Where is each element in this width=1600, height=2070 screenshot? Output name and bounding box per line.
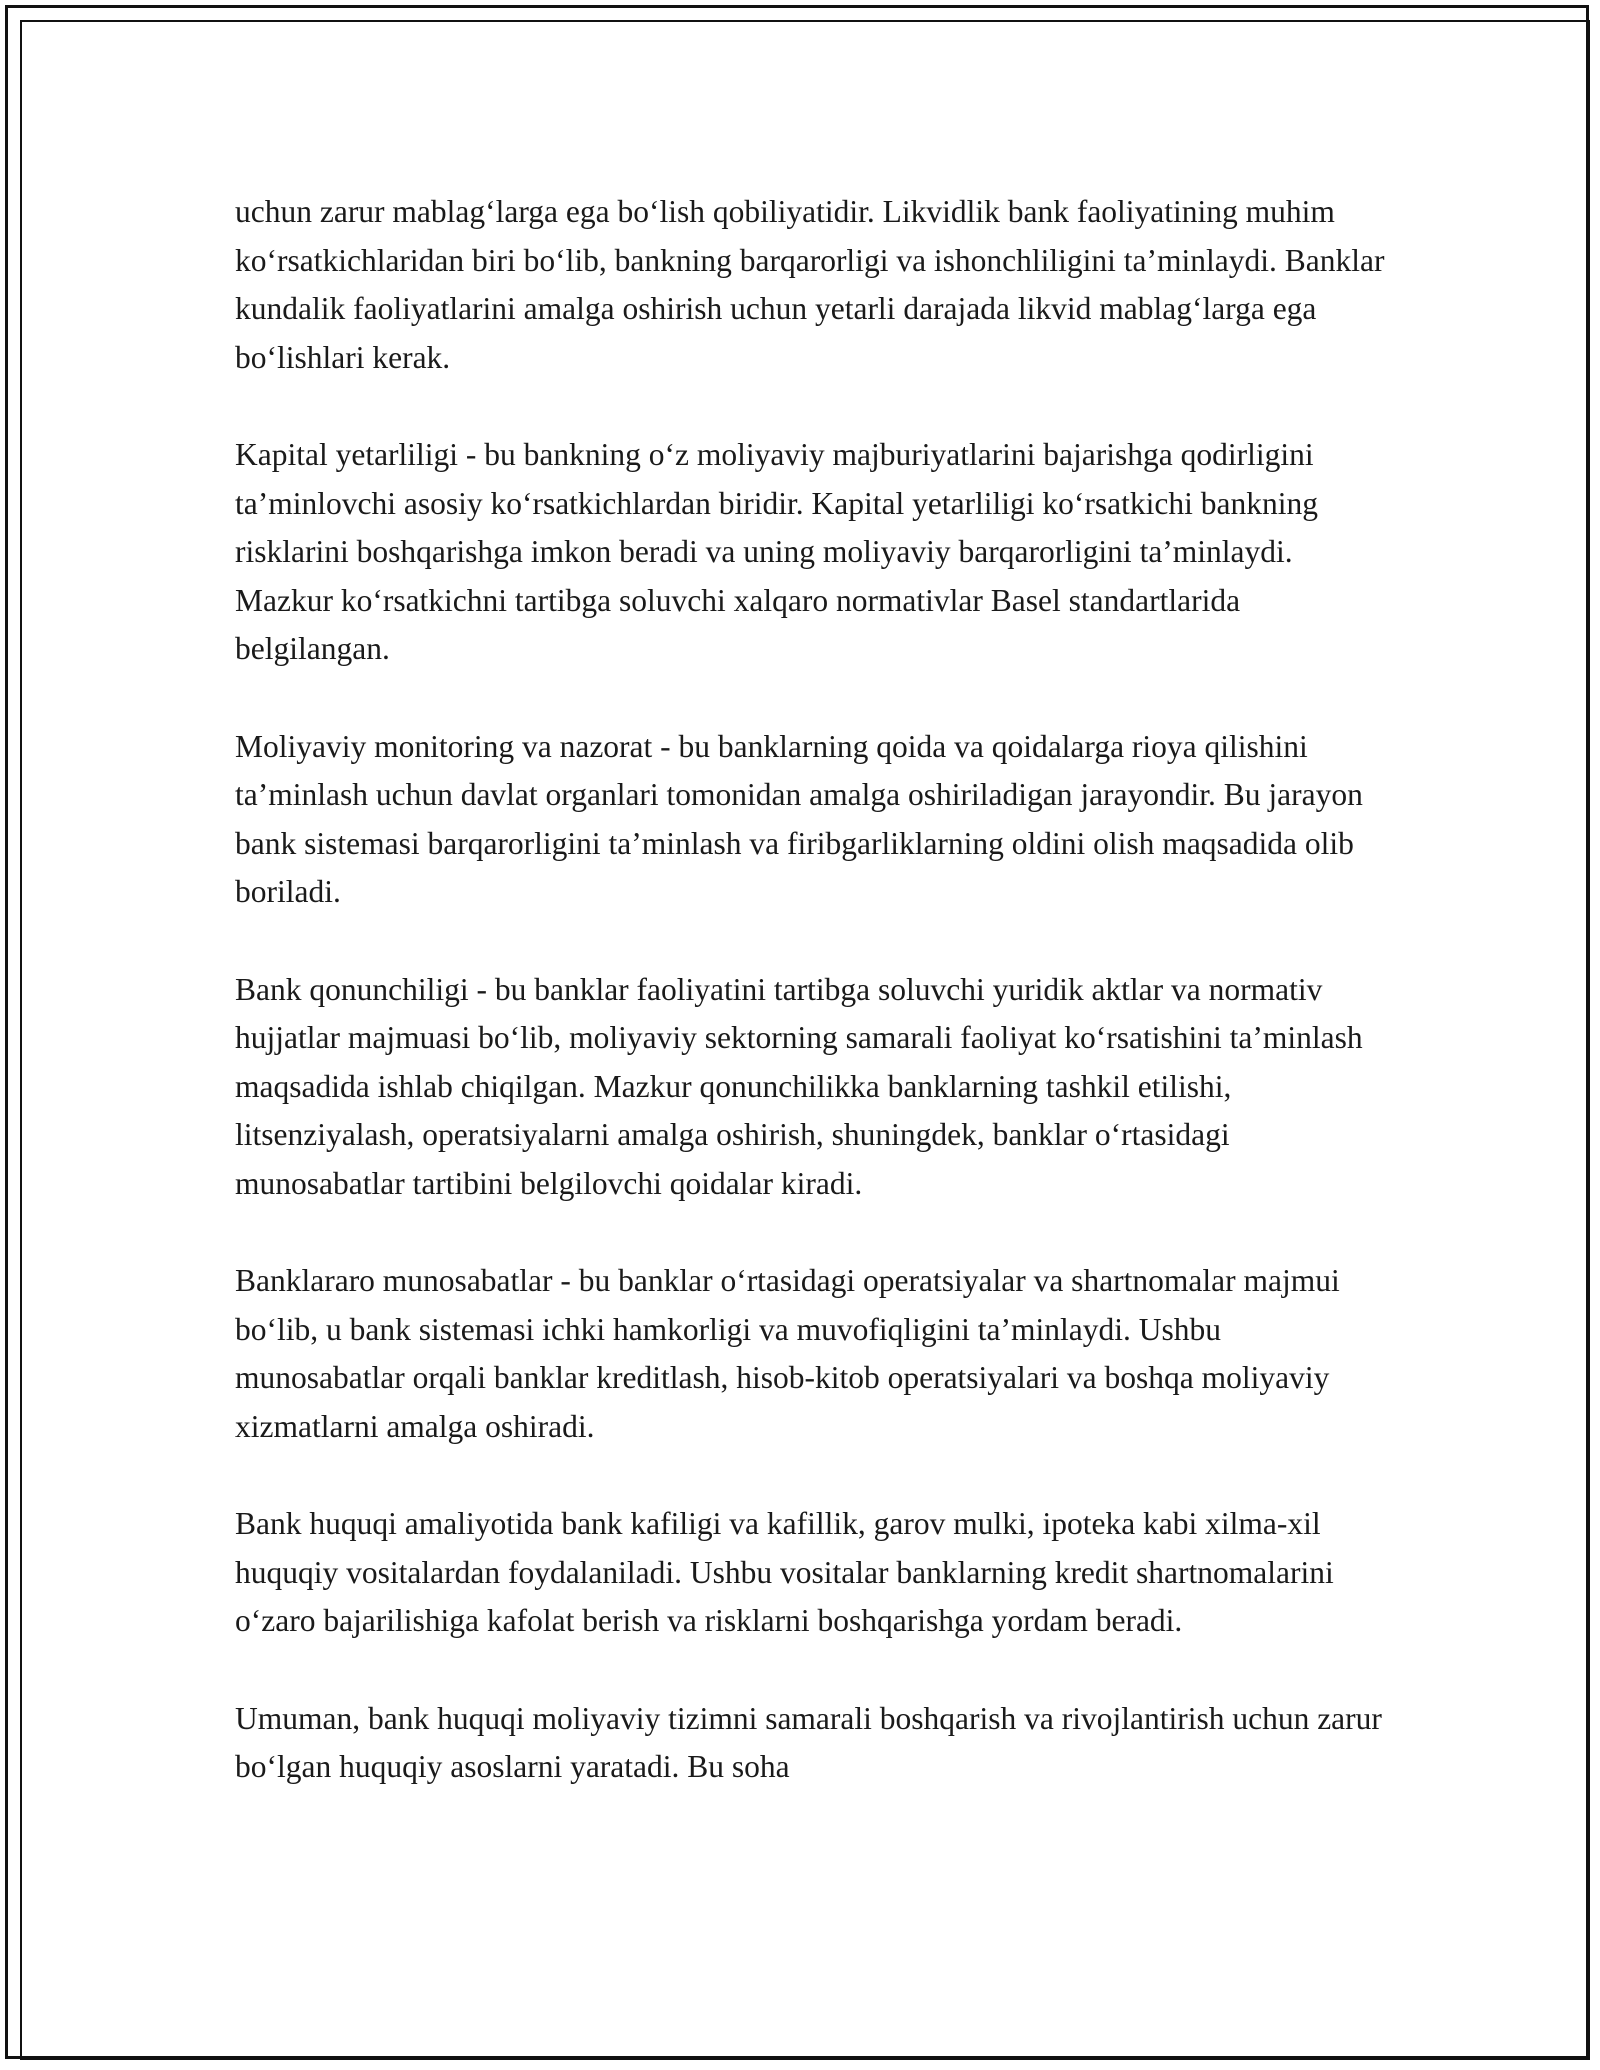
- paragraph-bank-legislation: Bank qonunchiligi - bu banklar faoliyatini tartibga soluvchi yuridik aktlar va normativ hujjatlar majmuasi bo‘lib, moliyaviy sektorning samarali faoliyat ko‘rsatishini ta’minlash maqsadida ishlab chiqilgan. Mazkur qonunchilikka banklarning tashkil etilishi, litsenziyalash, operatsiyalarni amalga oshirish, shuningdek, banklar o‘rtasidagi munosabatlar tartibini belgilovchi qoidalar kiradi.: [235, 971, 1363, 1201]
- paragraph-liquidity: uchun zarur mablag‘larga ega bo‘lish qobiliyatidir. Likvidlik bank faoliyatining muhim ko‘rsatkichlaridan biri bo‘lib, bankning barqarorligi va ishonchliligini ta’minlaydi. Banklar kundalik faoliyatlarini amalga oshirish uchun yetarli darajada likvid mablag‘larga ega bo‘lishlari kerak.: [235, 194, 1385, 375]
- paragraph-interbank-relations: Banklararo munosabatlar - bu banklar o‘rtasidagi operatsiyalar va shartnomalar majmui bo‘lib, u bank sistemasi ichki hamkorligi va muvofiqligini ta’minlaydi. Ushbu munosabatlar orqali banklar kreditlash, hisob-kitob operatsiyalari va boshqa moliyaviy xizmatlarni amalga oshiradi.: [235, 1263, 1340, 1444]
- paragraph-capital-adequacy: Kapital yetarliligi - bu bankning o‘z moliyaviy majburiyatlarini bajarishga qodirligini ta’minlovchi asosiy ko‘rsatkichlardan biridir. Kapital yetarliligi ko‘rsatkichi bankning risklarini boshqarishga imkon beradi va uning moliyaviy barqarorligini ta’minlaydi. Mazkur ko‘rsatkichni tartibga soluvchi xalqaro normativlar Basel standartlarida belgilangan.: [235, 437, 1318, 666]
- paragraph-financial-monitoring: Moliyaviy monitoring va nazorat - bu banklarning qoida va qoidalarga rioya qilishini ta’minlash uchun davlat organlari tomonidan amalga oshiriladigan jarayondir. Bu jarayon bank sistemasi barqarorligini ta’minlash va firibgarliklarning oldini olish maqsadida olib boriladi.: [235, 728, 1363, 909]
- document-body: [235, 188, 1385, 1792]
- paragraph-bank-guarantees: Bank huquqi amaliyotida bank kafiligi va kafillik, garov mulki, ipoteka kabi xilma-xil huquqiy vositalardan foydalaniladi. Ushbu vositalar banklarning kredit shartnomalarini o‘zaro bajarilishiga kafolat berish va risklarni boshqarishga yordam beradi.: [235, 1506, 1334, 1638]
- paragraph-conclusion: Umuman, bank huquqi moliyaviy tizimni samarali boshqarish va rivojlantirish uchun zarur bo‘lgan huquqiy asoslarni yaratadi. Bu soha: [235, 1700, 1382, 1784]
